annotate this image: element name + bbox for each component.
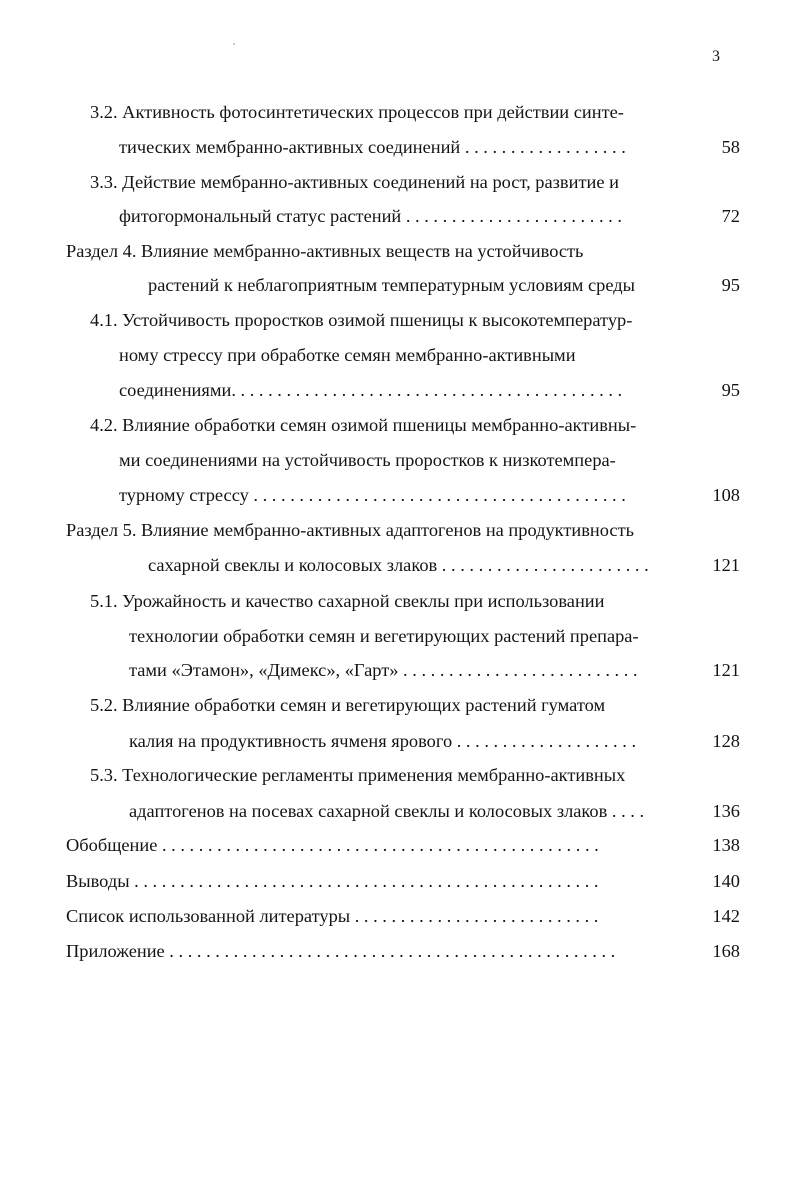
- toc-entry-line: Выводы . . . . . . . . . . . . . . . . . . . . . . . . . . . . . . . . . . . . . . . . . . . . . . . . . . .: [66, 871, 599, 891]
- toc-page-number: 138: [712, 835, 740, 855]
- toc-entry-line: Обобщение . . . . . . . . . . . . . . . . . . . . . . . . . . . . . . . . . . . . . . . . . . . . . . . .: [66, 835, 599, 855]
- toc-entry-line: 4.1. Устойчивость проростков озимой пшеницы к высокотемператур-: [90, 310, 633, 330]
- toc-entry-line: 3.2. Активность фотосинтетических процессов при действии синте-: [90, 102, 624, 122]
- toc-entry-line: ми соединениями на устойчивость проростков к низкотемпера-: [119, 450, 616, 470]
- toc-entry-line: Раздел 4. Влияние мембранно-активных веществ на устойчивость: [66, 241, 584, 261]
- toc-entry-line: турному стрессу . . . . . . . . . . . . . . . . . . . . . . . . . . . . . . . . . . . . . . . . .: [119, 485, 626, 505]
- toc-page-number: 121: [712, 555, 740, 575]
- toc-entry-line: 5.1. Урожайность и качество сахарной свеклы при использовании: [90, 591, 605, 611]
- toc-entry-line: тами «Этамон», «Димекс», «Гарт» . . . . . . . . . . . . . . . . . . . . . . . . . .: [129, 660, 638, 680]
- toc-page-number: 95: [721, 275, 740, 295]
- toc-page-number: 72: [721, 206, 740, 226]
- toc-entry-line: Приложение . . . . . . . . . . . . . . . . . . . . . . . . . . . . . . . . . . . . . . . . . . . . . . . . .: [66, 941, 616, 961]
- toc-entry-line: соединениями. . . . . . . . . . . . . . . . . . . . . . . . . . . . . . . . . . . . . . . . . . .: [119, 380, 623, 400]
- toc-page-number: 108: [712, 485, 740, 505]
- toc-entry-line: технологии обработки семян и вегетирующих растений препара-: [129, 626, 639, 646]
- page-number: 3: [712, 48, 720, 65]
- toc-entry-line: адаптогенов на посевах сахарной свеклы и колосовых злаков . . . .: [129, 801, 645, 821]
- toc-page-number: 58: [721, 137, 740, 157]
- toc-entry-line: тических мембранно-активных соединений . . . . . . . . . . . . . . . . . .: [119, 137, 626, 157]
- toc-entry-line: фитогормональный статус растений . . . . . . . . . . . . . . . . . . . . . . . .: [119, 206, 622, 226]
- toc-page-number: 136: [712, 801, 740, 821]
- toc-page-number: 140: [712, 871, 740, 891]
- toc-page-number: 95: [721, 380, 740, 400]
- toc-entry-line: 5.3. Технологические регламенты применения мембранно-активных: [90, 765, 626, 785]
- scan-speck: [233, 43, 235, 45]
- toc-entry-line: Список использованной литературы . . . . . . . . . . . . . . . . . . . . . . . . . . .: [66, 906, 599, 926]
- toc-page-number: 128: [712, 731, 740, 751]
- toc-entry-line: 5.2. Влияние обработки семян и вегетирующих растений гуматом: [90, 695, 606, 715]
- toc-page-number: 142: [712, 906, 740, 926]
- toc-entry-line: ному стрессу при обработке семян мембранно-активными: [119, 345, 576, 365]
- toc-entry-line: 4.2. Влияние обработки семян озимой пшеницы мембранно-активны-: [90, 415, 637, 435]
- toc-entry-line: Раздел 5. Влияние мембранно-активных адаптогенов на продуктивность: [66, 520, 635, 540]
- toc-page-number: 121: [712, 660, 740, 680]
- toc-entry-line: калия на продуктивность ячменя ярового . . . . . . . . . . . . . . . . . . . .: [129, 731, 637, 751]
- toc-page-number: 168: [712, 941, 740, 961]
- toc-entry-line: 3.3. Действие мембранно-активных соединений на рост, развитие и: [90, 172, 619, 192]
- toc-entry-line: сахарной свеклы и колосовых злаков . . . . . . . . . . . . . . . . . . . . . . .: [148, 555, 649, 575]
- toc-entry-line: растений к неблагоприятным температурным условиям среды: [148, 275, 635, 295]
